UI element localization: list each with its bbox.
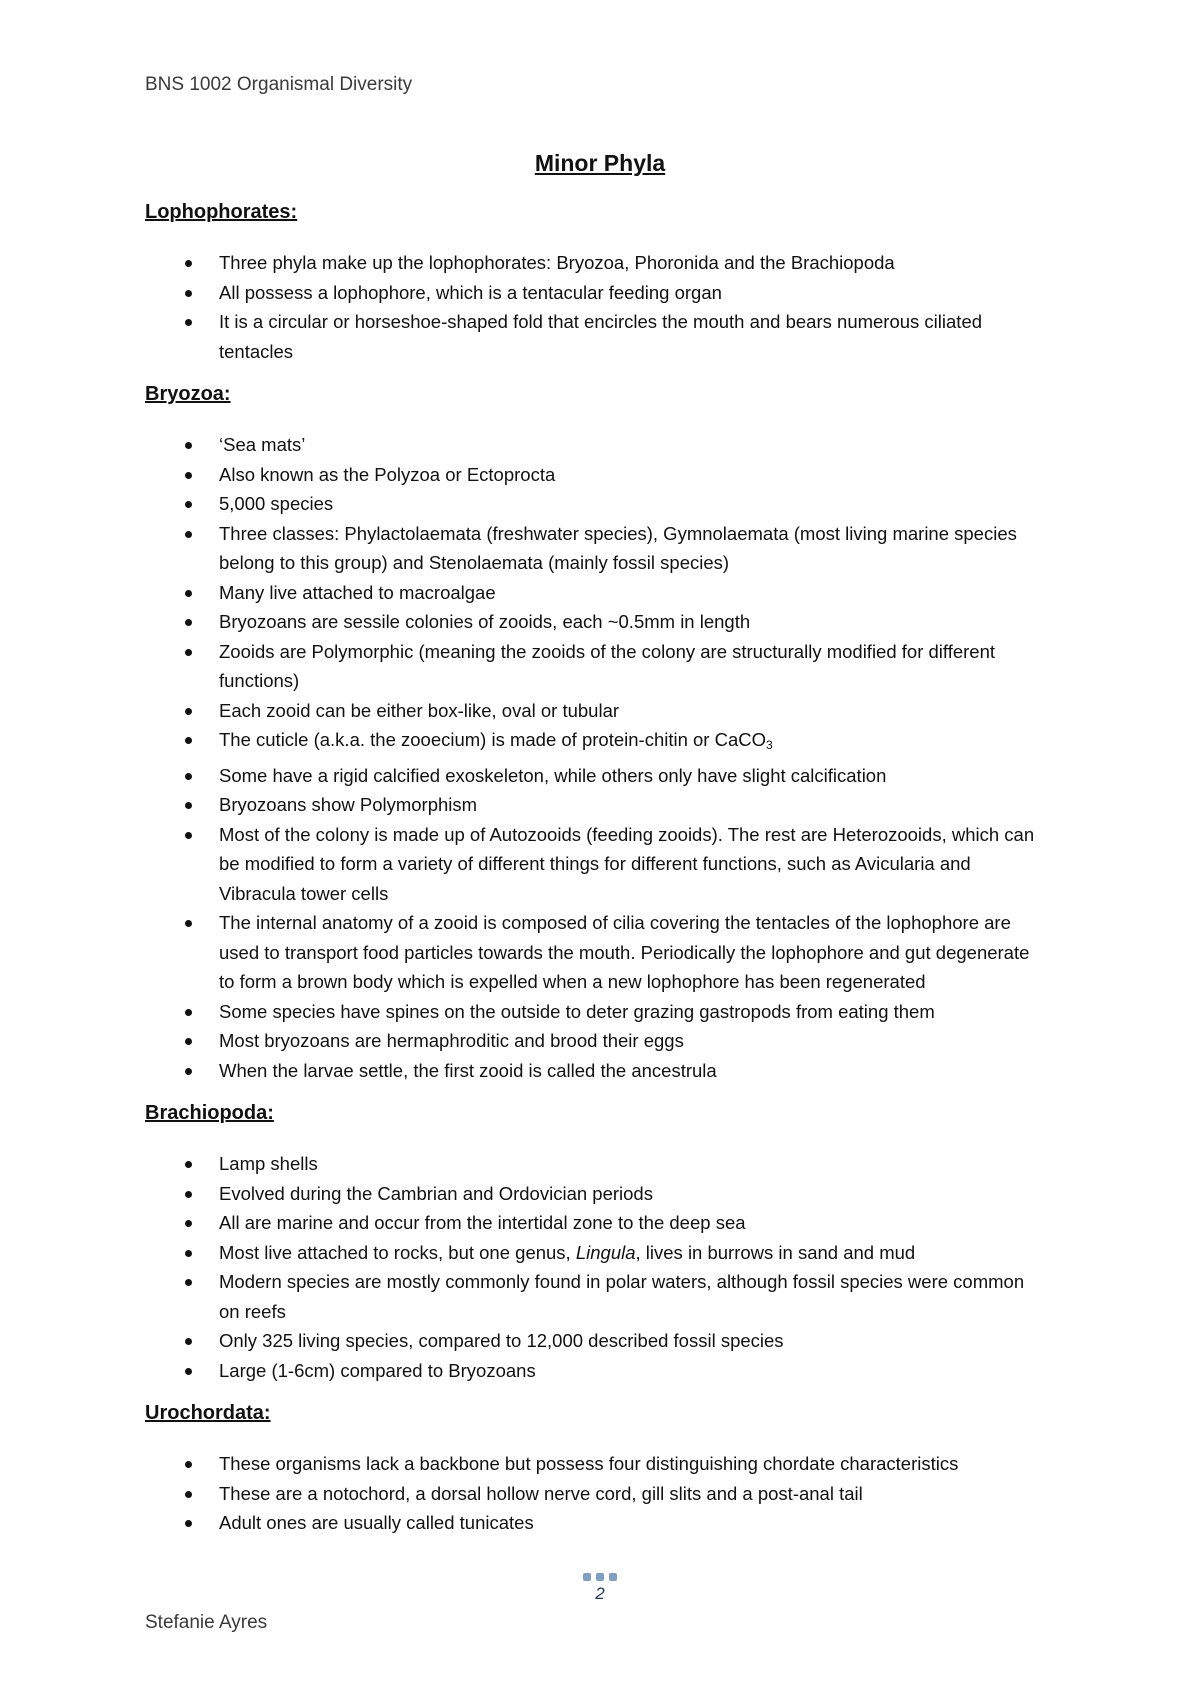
list-item: Only 325 living species, compared to 12,000 described fossil species [145, 1326, 1045, 1356]
list-item: When the larvae settle, the first zooid is called the ancestrula [145, 1056, 1045, 1086]
list-item: Evolved during the Cambrian and Ordovician periods [145, 1179, 1045, 1209]
bullet-icon [185, 319, 192, 326]
bullet-icon [185, 1461, 192, 1468]
section-heading-bryozoa: Bryozoa: [145, 383, 231, 405]
bullet-icon [185, 619, 192, 626]
bullet-icon [185, 649, 192, 656]
list-item: It is a circular or horseshoe-shaped fold that encircles the mouth and bears numerous ciliated tentacles [145, 307, 1045, 366]
bullet-icon [185, 501, 192, 508]
list-item: These organisms lack a backbone but possess four distinguishing chordate characteristics [145, 1449, 1045, 1479]
brachiopoda-list [145, 1149, 1045, 1385]
list-item: Lamp shells [145, 1149, 1045, 1179]
bryozoa-list [145, 430, 1045, 1085]
bullet-icon [185, 442, 192, 449]
list-item: All possess a lophophore, which is a tentacular feeding organ [145, 278, 1045, 308]
section-heading-lophophorates: Lophophorates: [145, 201, 298, 223]
page-ornament-icon [583, 1568, 622, 1578]
urochordata-list [145, 1449, 1045, 1538]
bullet-icon [185, 1068, 192, 1075]
bullet-icon [185, 290, 192, 297]
bullet-icon [185, 708, 192, 715]
list-item: All are marine and occur from the intertidal zone to the deep sea [145, 1208, 1045, 1238]
bullet-icon [185, 737, 192, 744]
list-item: Most live attached to rocks, but one genus, Lingula, lives in burrows in sand and mud [145, 1238, 1045, 1268]
list-item: Zooids are Polymorphic (meaning the zooids of the colony are structurally modified for different functions) [145, 637, 1045, 696]
section-heading-urochordata: Urochordata: [145, 1402, 271, 1424]
bullet-icon [185, 1250, 192, 1257]
list-item: Bryozoans show Polymorphism [145, 790, 1045, 820]
section-heading-brachiopoda: Brachiopoda: [145, 1102, 274, 1124]
bullet-icon [185, 802, 192, 809]
list-item: Large (1-6cm) compared to Bryozoans [145, 1356, 1045, 1386]
subscript-3: 3 [766, 738, 773, 752]
list-item: The internal anatomy of a zooid is composed of cilia covering the tentacles of the lophophore are used to transport food particles towards the mouth. Periodically the lophophore and gut degenerate to form a brown body which is expelled when a new lophophore has been regenerated [145, 908, 1045, 997]
bullet-icon [185, 1191, 192, 1198]
page-header: BNS 1002 Organismal Diversity [145, 74, 413, 95]
list-item: Each zooid can be either box-like, oval or tubular [145, 696, 1045, 726]
bullet-icon [185, 1161, 192, 1168]
bullet-icon [185, 1338, 192, 1345]
list-item: Some species have spines on the outside to deter grazing gastropods from eating them [145, 997, 1045, 1027]
bullet-icon [185, 1368, 192, 1375]
list-item: Modern species are mostly commonly found in polar waters, although fossil species were common on reefs [145, 1267, 1045, 1326]
list-item: Most bryozoans are hermaphroditic and brood their eggs [145, 1026, 1045, 1056]
page-title: Minor Phyla [534, 150, 666, 176]
bullet-icon [185, 1491, 192, 1498]
list-item: Most of the colony is made up of Autozooids (feeding zooids). The rest are Heterozooids, which can be modified to form a variety of different things for different functions, such as Avicularia and Vibracula tower cells [145, 820, 1045, 909]
bullet-icon [185, 920, 192, 927]
lophophorates-list [145, 248, 1045, 366]
genus-name: Lingula [575, 1241, 636, 1263]
list-item: 5,000 species [145, 489, 1045, 519]
list-item: Three phyla make up the lophophorates: Bryozoa, Phoronida and the Brachiopoda [145, 248, 1045, 278]
bullet-icon [185, 531, 192, 538]
list-item: Some have a rigid calcified exoskeleton, while others only have slight calcification [145, 761, 1045, 791]
bullet-icon [185, 260, 192, 267]
bullet-icon [185, 590, 192, 597]
list-item: Adult ones are usually called tunicates [145, 1508, 1045, 1538]
list-item: These are a notochord, a dorsal hollow nerve cord, gill slits and a post-anal tail [145, 1479, 1045, 1509]
list-item: Bryozoans are sessile colonies of zooids, each ~0.5mm in length [145, 607, 1045, 637]
page-footer-author: Stefanie Ayres [145, 1612, 268, 1633]
list-item: ‘Sea mats’ [145, 430, 1045, 460]
bullet-icon [185, 1009, 192, 1016]
bullet-icon [185, 1520, 192, 1527]
bullet-icon [185, 773, 192, 780]
document-body [145, 198, 1045, 1552]
page-number: 2 [595, 1584, 605, 1603]
bullet-icon [185, 1279, 192, 1286]
list-item: The cuticle (a.k.a. the zooecium) is made of protein-chitin or CaCO$_3$ [145, 725, 1045, 761]
list-item: Three classes: Phylactolaemata (freshwater species), Gymnolaemata (most living marine species belong to this group) and Stenolaemata (mainly fossil species) [145, 519, 1045, 578]
bullet-icon [185, 832, 192, 839]
list-item: Many live attached to macroalgae [145, 578, 1045, 608]
bullet-icon [185, 1220, 192, 1227]
bullet-icon [185, 472, 192, 479]
bullet-icon [185, 1038, 192, 1045]
list-item: Also known as the Polyzoa or Ectoprocta [145, 460, 1045, 490]
